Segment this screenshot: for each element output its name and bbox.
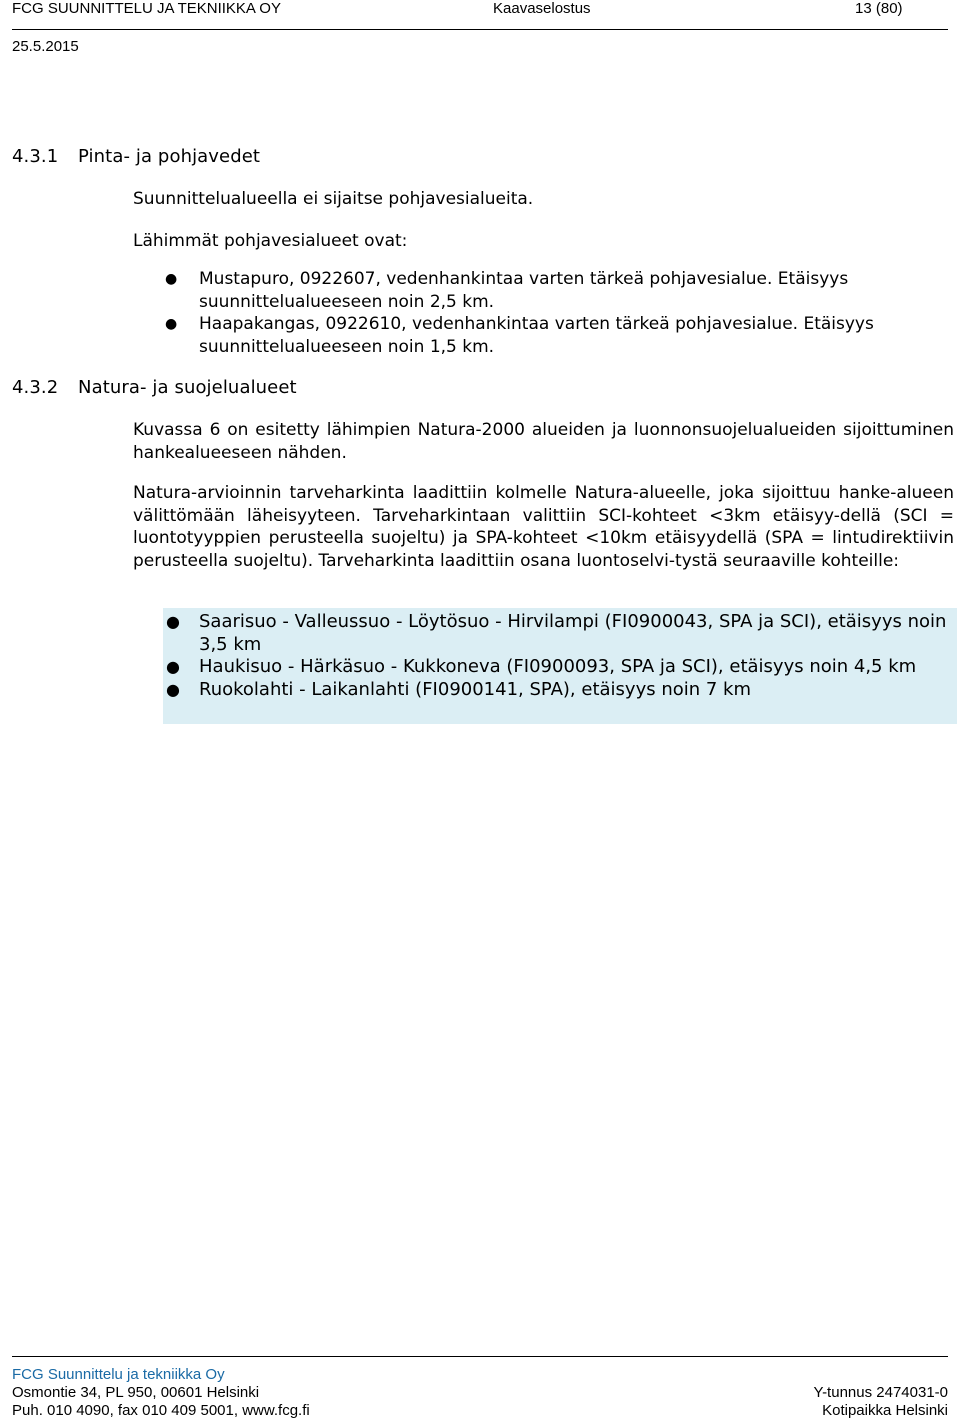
section-number: 4.3.1	[12, 146, 59, 167]
header-page-number: 13 (80)	[855, 0, 903, 17]
section-heading-431	[12, 146, 260, 168]
footer-address: Osmontie 34, PL 950, 00601 Helsinki	[12, 1384, 260, 1401]
list-item	[133, 268, 954, 313]
footer-business-id: Y-tunnus 2474031-0	[813, 1384, 948, 1401]
list-item	[163, 679, 954, 702]
header-date: 25.5.2015	[12, 38, 79, 55]
list-item	[163, 656, 954, 679]
footer-company: FCG Suunnittelu ja tekniikka Oy	[12, 1366, 225, 1383]
paragraph: Lähimmät pohjavesialueet ovat:	[133, 231, 408, 251]
paragraph: Kuvassa 6 on esitetty lähimpien Natura-2000 alueiden ja luonnonsuojelualueiden sijoittuminen hankealueeseen nähden.	[133, 420, 954, 463]
paragraph: Suunnittelualueella ei sijaitse pohjavesialueita.	[133, 189, 534, 209]
header-doc-title: Kaavaselostus	[493, 0, 591, 17]
section-number: 4.3.2	[12, 377, 59, 398]
header-company: FCG SUUNNITTELU JA TEKNIIKKA OY	[12, 0, 281, 17]
section-heading-432	[12, 377, 297, 399]
bullet-icon: ●	[165, 271, 178, 287]
section-title: Natura- ja suojelualueet	[78, 377, 297, 398]
bullet-icon: ●	[166, 680, 180, 700]
bullet-icon: ●	[166, 657, 180, 677]
bullet-icon: ●	[165, 316, 178, 332]
list-item-text: Haapakangas, 0922610, vedenhankintaa varten tärkeä pohjavesialue. Etäisyys suunnittelualueeseen noin 1,5 km.	[199, 314, 874, 357]
list-item	[163, 611, 954, 656]
list-item-text: Mustapuro, 0922607, vedenhankintaa varten tärkeä pohjavesialue. Etäisyys suunnittelualueeseen noin 2,5 km.	[199, 269, 849, 312]
list-item	[133, 313, 954, 358]
bullet-icon: ●	[166, 612, 180, 631]
header-divider	[12, 29, 948, 30]
list-item-text: Haukisuo - Härkäsuo - Kukkoneva (FI0900093, SPA ja SCI), etäisyys noin 4,5 km	[199, 656, 917, 678]
footer-contact: Puh. 010 4090, fax 010 409 5001, www.fcg.fi	[12, 1402, 310, 1419]
groundwater-list	[133, 268, 954, 358]
list-item-text: Saarisuo - Valleussuo - Löytösuo - Hirvilampi (FI0900043, SPA ja SCI), etäisyys noin 3,5 km	[199, 611, 947, 655]
list-item-text: Ruokolahti - Laikanlahti (FI0900141, SPA), etäisyys noin 7 km	[199, 679, 752, 701]
footer-divider	[12, 1356, 948, 1357]
section-title: Pinta- ja pohjavedet	[78, 146, 261, 167]
footer-domicile: Kotipaikka Helsinki	[822, 1402, 948, 1419]
natura-sites-list	[163, 611, 954, 702]
paragraph: Natura-arvioinnin tarveharkinta laadittiin kolmelle Natura-alueelle, joka sijoittuu hanke-alueen välittömään läheisyyteen. Tarveharkintaan valittiin SCI-kohteet <3km etäisyy-dellä (SCI = luontotyyppien perusteella suojeltu) ja SPA-kohteet <10km etäisyydellä (SPA = lintudirektiivin perusteella suojeltu). Tarveharkinta laadittiin osana luontoselvi-tystä seuraaville kohteille:	[133, 483, 954, 571]
